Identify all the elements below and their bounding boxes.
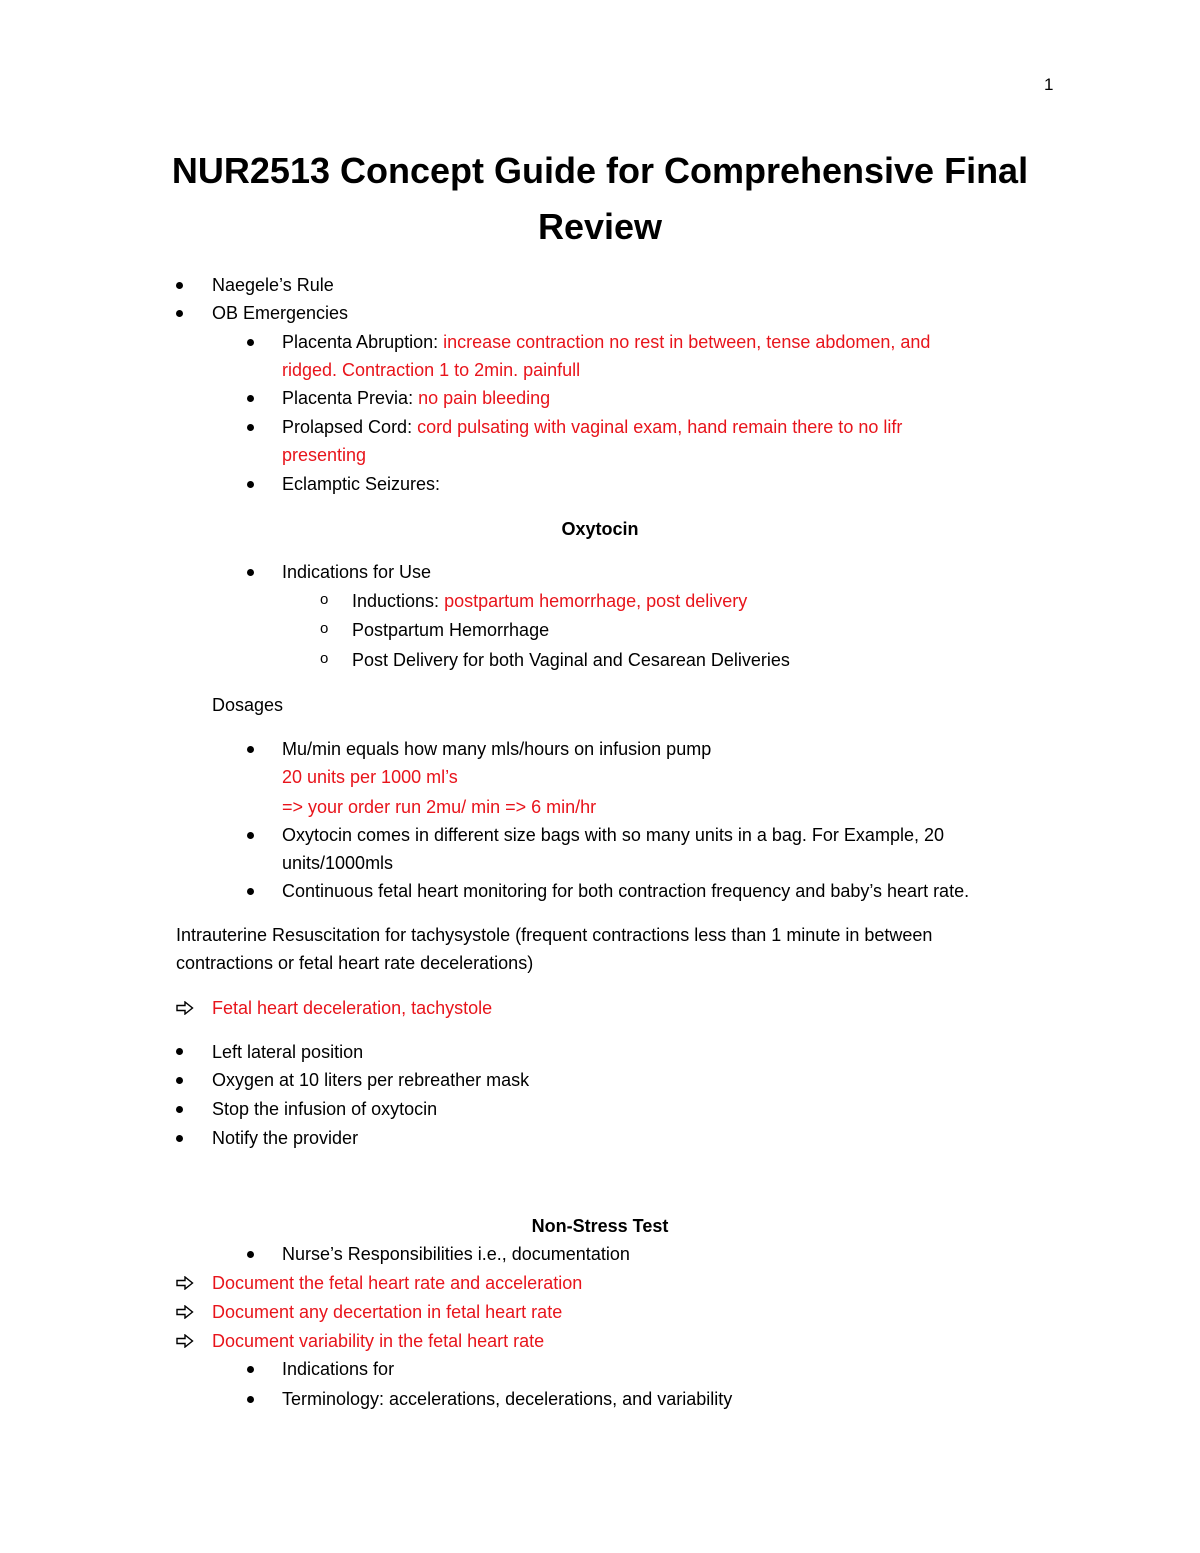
resuscitation-intro: Intrauterine Resuscitation for tachysystole (frequent contractions less than 1 minute in between (176, 925, 933, 945)
list-item-ob-emergencies: OB Emergencies (212, 303, 349, 323)
list-item-naegele: Naegele’s Rule (212, 275, 334, 295)
bullet-dot-icon (247, 746, 254, 753)
dosage-note-2: => your order run 2mu/ min => 6 min/hr (282, 797, 597, 817)
page-number: 1 (1044, 75, 1054, 94)
bullet-dot-icon (247, 1396, 254, 1403)
bullet-dot-icon (247, 339, 254, 346)
list-item-post-delivery: Post Delivery for both Vaginal and Cesarean Deliveries (352, 650, 790, 670)
resuscitation-step: Left lateral position (212, 1042, 364, 1062)
nst-note: Document any decertation in fetal heart rate (212, 1302, 563, 1322)
title-line-1: NUR2513 Concept Guide for Comprehensive Final (171, 150, 1029, 191)
bullet-dot-icon (247, 569, 254, 576)
circle-o-icon: o (320, 650, 329, 667)
nst-indications: Indications for (282, 1359, 395, 1379)
hollow-arrow-icon (176, 1334, 194, 1348)
resuscitation-intro-continued: contractions or fetal heart rate decelerations) (176, 953, 534, 973)
nst-terminology: Terminology: accelerations, decelerations, and variability (282, 1389, 733, 1409)
abruption-note-continued: ridged. Contraction 1 to 2min. painfull (282, 360, 581, 380)
nst-note: Document variability in the fetal heart rate (212, 1331, 545, 1351)
nst-heading: Non-Stress Test (531, 1216, 669, 1236)
bullet-dot-icon (247, 395, 254, 402)
list-item-abruption (282, 328, 930, 356)
resuscitation-step: Oxygen at 10 liters per rebreather mask (212, 1070, 530, 1090)
list-item-prolapsed-cord (282, 413, 902, 441)
dosage-item-3: Continuous fetal heart monitoring for both contraction frequency and baby’s heart rate. (282, 881, 970, 901)
prolapsed-label: Prolapsed Cord: (282, 417, 418, 437)
dosages-label: Dosages (212, 695, 284, 715)
list-item-previa (282, 384, 550, 412)
dosage-note-1: 20 units per 1000 ml’s (282, 767, 458, 787)
prolapsed-note: cord pulsating with vaginal exam, hand remain there to no lifr (417, 417, 903, 437)
hollow-arrow-icon (176, 1001, 194, 1015)
dosage-item-1: Mu/min equals how many mls/hours on infusion pump (282, 739, 712, 759)
dosage-item-2: Oxytocin comes in different size bags with so many units in a bag. For Example, 20 (282, 825, 944, 845)
nst-responsibilities: Nurse’s Responsibilities i.e., documentation (282, 1244, 630, 1264)
resuscitation-arrow-note: Fetal heart deceleration, tachystole (212, 998, 493, 1018)
bullet-dot-icon (247, 1251, 254, 1258)
nst-note: Document the fetal heart rate and acceleration (212, 1273, 583, 1293)
list-item-eclamptic: Eclamptic Seizures: (282, 474, 441, 494)
bullet-dot-icon (247, 832, 254, 839)
hollow-arrow-icon (176, 1305, 194, 1319)
hollow-arrow-icon (176, 1276, 194, 1290)
previa-label: Placenta Previa: (282, 388, 419, 408)
bullet-dot-icon (247, 481, 254, 488)
bullet-dot-icon (247, 1366, 254, 1373)
previa-note: no pain bleeding (418, 388, 551, 408)
inductions-label: Inductions: (352, 591, 445, 611)
bullet-dot-icon (176, 282, 183, 289)
title-line-2: Review (537, 206, 663, 247)
bullet-dot-icon (176, 1135, 183, 1142)
list-item-indications: Indications for Use (282, 562, 432, 582)
list-item-inductions (352, 587, 747, 615)
prolapsed-note-continued: presenting (282, 445, 367, 465)
abruption-label: Placenta Abruption: (282, 332, 444, 352)
oxytocin-heading: Oxytocin (561, 519, 639, 539)
dosage-item-2-continued: units/1000mls (282, 853, 394, 873)
circle-o-icon: o (320, 620, 329, 637)
bullet-dot-icon (176, 1048, 183, 1055)
bullet-dot-icon (247, 888, 254, 895)
circle-o-icon: o (320, 591, 329, 608)
resuscitation-step: Notify the provider (212, 1128, 359, 1148)
bullet-dot-icon (176, 1106, 183, 1113)
bullet-dot-icon (247, 424, 254, 431)
inductions-note: postpartum hemorrhage, post delivery (444, 591, 748, 611)
resuscitation-step: Stop the infusion of oxytocin (212, 1099, 438, 1119)
abruption-note: increase contraction no rest in between, tense abdomen, and (443, 332, 931, 352)
list-item-postpartum: Postpartum Hemorrhage (352, 620, 550, 640)
bullet-dot-icon (176, 310, 183, 317)
bullet-dot-icon (176, 1077, 183, 1084)
